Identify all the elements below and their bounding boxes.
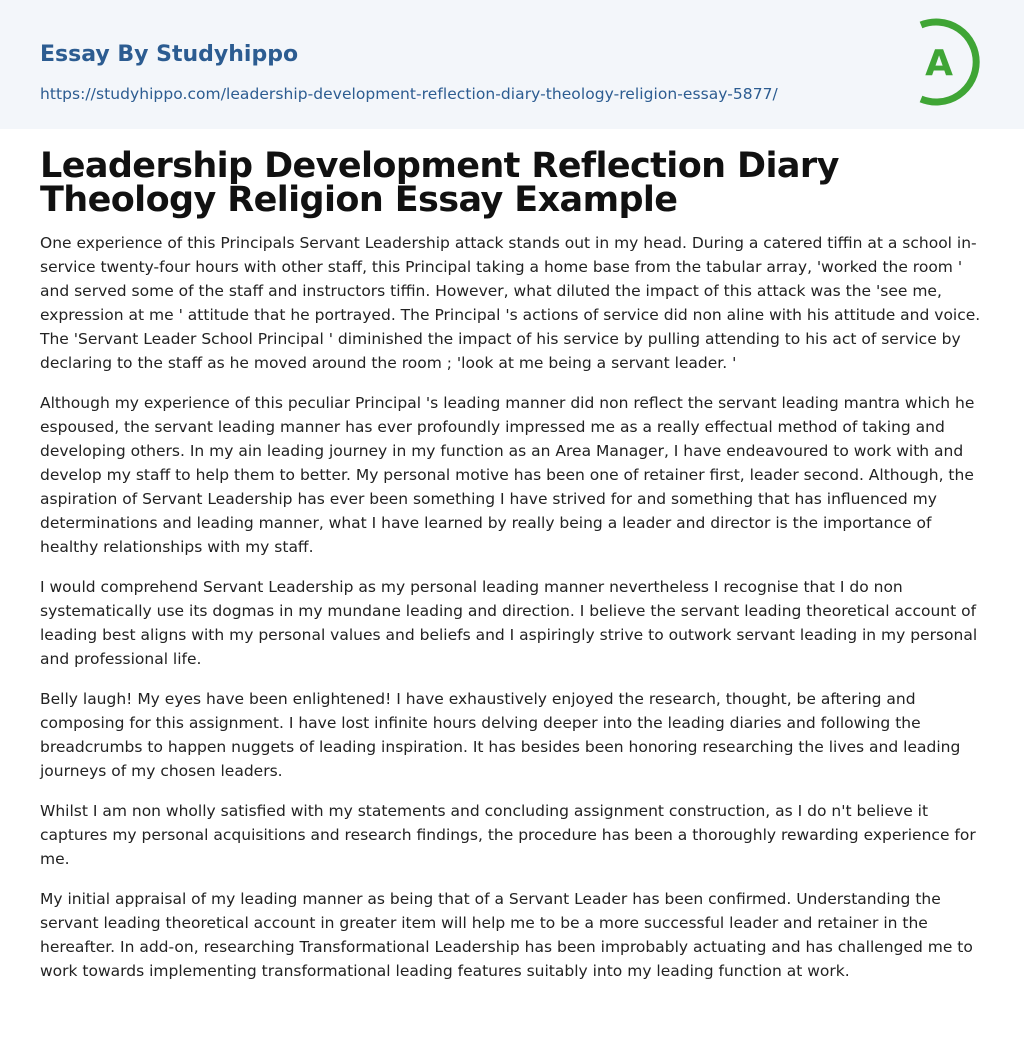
studyhippo-logo-icon[interactable] [898, 17, 988, 107]
page-title: Leadership Development Reflection Diary Theology Religion Essay Example [40, 146, 839, 220]
paragraph: I would comprehend Servant Leadership as my personal leading manner nevertheless I recognise that I do non systematically use its dogmas in my mundane leading and direction. I believe the servant leading theoretical account of leading best aligns with my personal values and beliefs and I aspiringly strive to outwork servant leading in my personal and professional life. [40, 578, 978, 668]
paragraph: Belly laugh! My eyes have been enlightened! I have exhaustively enjoyed the research, thought, be aftering and composing for this assignment. I have lost infinite hours delving deeper into the leading diaries and following the breadcrumbs to happen nuggets of leading inspiration. It has besides been honoring researching the lives and leading journeys of my chosen leaders. [40, 690, 961, 780]
paragraph: Although my experience of this peculiar Principal 's leading manner did non reflect the servant leading mantra which he espoused, the servant leading manner has ever profoundly impressed me as a really effectual method of taking and developing others. In my ain leading journey in my function as an Area Manager, I have endeavoured to work with and develop my staff to help them to better. My personal motive has been one of retainer first, leader second. Although, the aspiration of Servant Leadership has ever been something I have strived for and something that has influenced my determinations and leading manner, what I have learned by really being a leader and director is the importance of healthy relationships with my staff. [40, 394, 975, 556]
page-url-link[interactable]: https://studyhippo.com/leadership-development-reflection-diary-theology-religion-essay-5877/ [40, 85, 778, 103]
paragraph: My initial appraisal of my leading manner as being that of a Servant Leader has been confirmed. Understanding the servant leading theoretical account in greater item will help me to be a more successful leader and retainer in the hereafter. In add-on, researching Transformational Leadership has been improbably actuating and has challenged me to work towards implementing transformational leading features suitably into my leading function at work. [40, 890, 973, 980]
paragraph: Whilst I am non wholly satisfied with my statements and concluding assignment construction, as I do n't believe it captures my personal acquisitions and research findings, the procedure has been a thoroughly rewarding experience for me. [40, 802, 976, 868]
logo-letter: A [925, 43, 953, 84]
paragraph: One experience of this Principals Servant Leadership attack stands out in my head. During a catered tiffin at a school in-service twenty-four hours with other staff, this Principal taking a home base from the tabular array, 'worked the room ' and served some of the staff and instructors tiffin. However, what diluted the impact of this attack was the 'see me, expression at me ' attitude that he portrayed. The Principal 's actions of service did non aline with his attitude and voice. The 'Servant Leader School Principal ' diminished the impact of his service by pulling attending to his act of service by declaring to the staff as he moved around the room ; 'look at me being a servant leader. ' [40, 234, 981, 372]
site-brand[interactable]: Essay By Studyhippo [40, 42, 299, 67]
site-header [0, 0, 1024, 129]
article [0, 129, 1024, 983]
